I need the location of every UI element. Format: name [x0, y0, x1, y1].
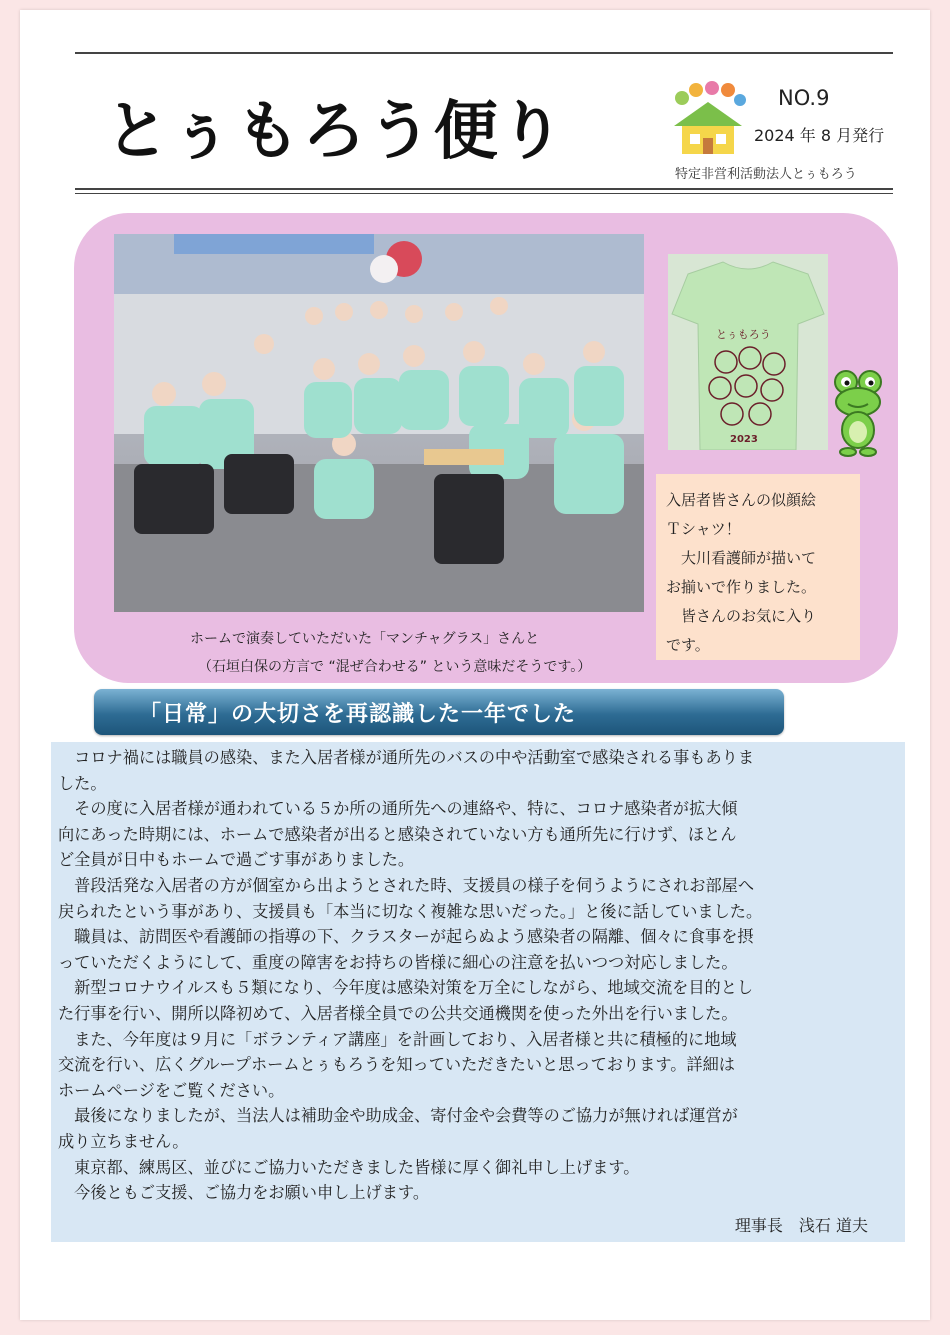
newsletter-page	[20, 10, 930, 1320]
article-line: コロナ禍には職員の感染、また入居者様が通所先のバスの中や活動室で感染される事もありま	[58, 748, 755, 767]
organization-name: 特定非営利活動法人とぅもろう	[675, 167, 857, 182]
issue-number: NO.9	[778, 86, 830, 110]
newsletter-title: とぅもろう便り	[105, 95, 566, 169]
top-rule	[75, 52, 893, 54]
note-line: 大川看護師が描いて	[666, 549, 817, 567]
note-line: Ｔシャツ！	[666, 520, 741, 538]
header-rule	[75, 188, 893, 190]
article-line: した。	[58, 773, 107, 793]
article-body	[58, 745, 900, 1206]
note-line: 皆さんのお気に入り	[666, 607, 817, 625]
header-rule-thin	[75, 193, 893, 194]
frog-mascot-icon	[828, 368, 888, 458]
article-line: ど全員が日中もホームで過ごす事がありました。	[58, 850, 415, 870]
article-line: 向にあった時期には、ホームで感染者が出ると感染されていない方も通所先に行けず、ほとん	[58, 824, 737, 844]
note-line: お揃いで作りました。	[666, 578, 817, 596]
house-logo-icon	[668, 80, 748, 160]
photo-caption-line2: （石垣白保の方言で “混ぜ合わせる” という意味だそうです。）	[198, 659, 592, 675]
article-heading: 「日常」の大切さを再認識した一年でした	[139, 702, 577, 727]
tshirt-print-name: とぅもろう	[716, 328, 771, 341]
article-line: ホームページをご覧ください。	[58, 1080, 285, 1100]
article-line: また、今年度は９月に「ボランティア講座」を計画しており、入居者様と共に積極的に地域	[58, 1029, 737, 1049]
tshirt-note	[656, 474, 860, 660]
group-photo	[114, 234, 644, 612]
issue-date: 2024 年 8 月発行	[754, 126, 885, 145]
article-line: 新型コロナウイルスも５類になり、今年度は感染対策を万全にしながら、地域交流を目的とし	[58, 978, 754, 998]
photo-caption-line1: ホームで演奏していただいた「マンチャグラス」さんと	[190, 631, 540, 647]
note-line: 入居者皆さんの似顔絵	[666, 491, 817, 509]
note-line: です。	[666, 636, 710, 654]
article-signature: 理事長 浅石 道夫	[734, 1216, 868, 1235]
article-line: た行事を行い、開所以降初めて、入居者様全員での公共交通機関を使った外出を行いました。	[58, 1003, 738, 1023]
article-line: 最後になりましたが、当法人は補助金や助成金、寄付金や会費等のご協力が無ければ運営が	[58, 1106, 738, 1126]
tshirt-print-year: 2023	[730, 434, 758, 445]
article-line: 成り立ちません。	[58, 1131, 189, 1151]
article-line: その度に入居者様が通われている５か所の通所先への連絡や、特に、コロナ感染者が拡大傾	[58, 799, 738, 819]
tshirt-photo	[668, 254, 828, 450]
article-heading-banner	[94, 689, 784, 735]
article-line: っていただくようにして、重度の障害をお持ちの皆様に細心の注意を払いつつ対応しました。	[58, 952, 738, 972]
article-line: 東京都、練馬区、並びにご協力いただきました皆様に厚く御礼申し上げます。	[58, 1157, 640, 1177]
article-line: 普段活発な入居者の方が個室から出ようとされた時、支援員の様子を伺うようにされお部屋へ	[58, 875, 755, 895]
article-line: 戻られたという事があり、支援員も「本当に切なく複雑な思いだった。」と後に話していました。	[58, 901, 763, 921]
article-line: 職員は、訪問医や看護師の指導の下、クラスターが起らぬよう感染者の隔離、個々に食事を摂	[58, 927, 754, 947]
article-line: 今後ともご支援、ご協力をお願い申し上げます。	[58, 1183, 430, 1203]
article-line: 交流を行い、広くグループホームとぅもろうを知っていただきたいと思っております。詳細は	[58, 1055, 735, 1075]
